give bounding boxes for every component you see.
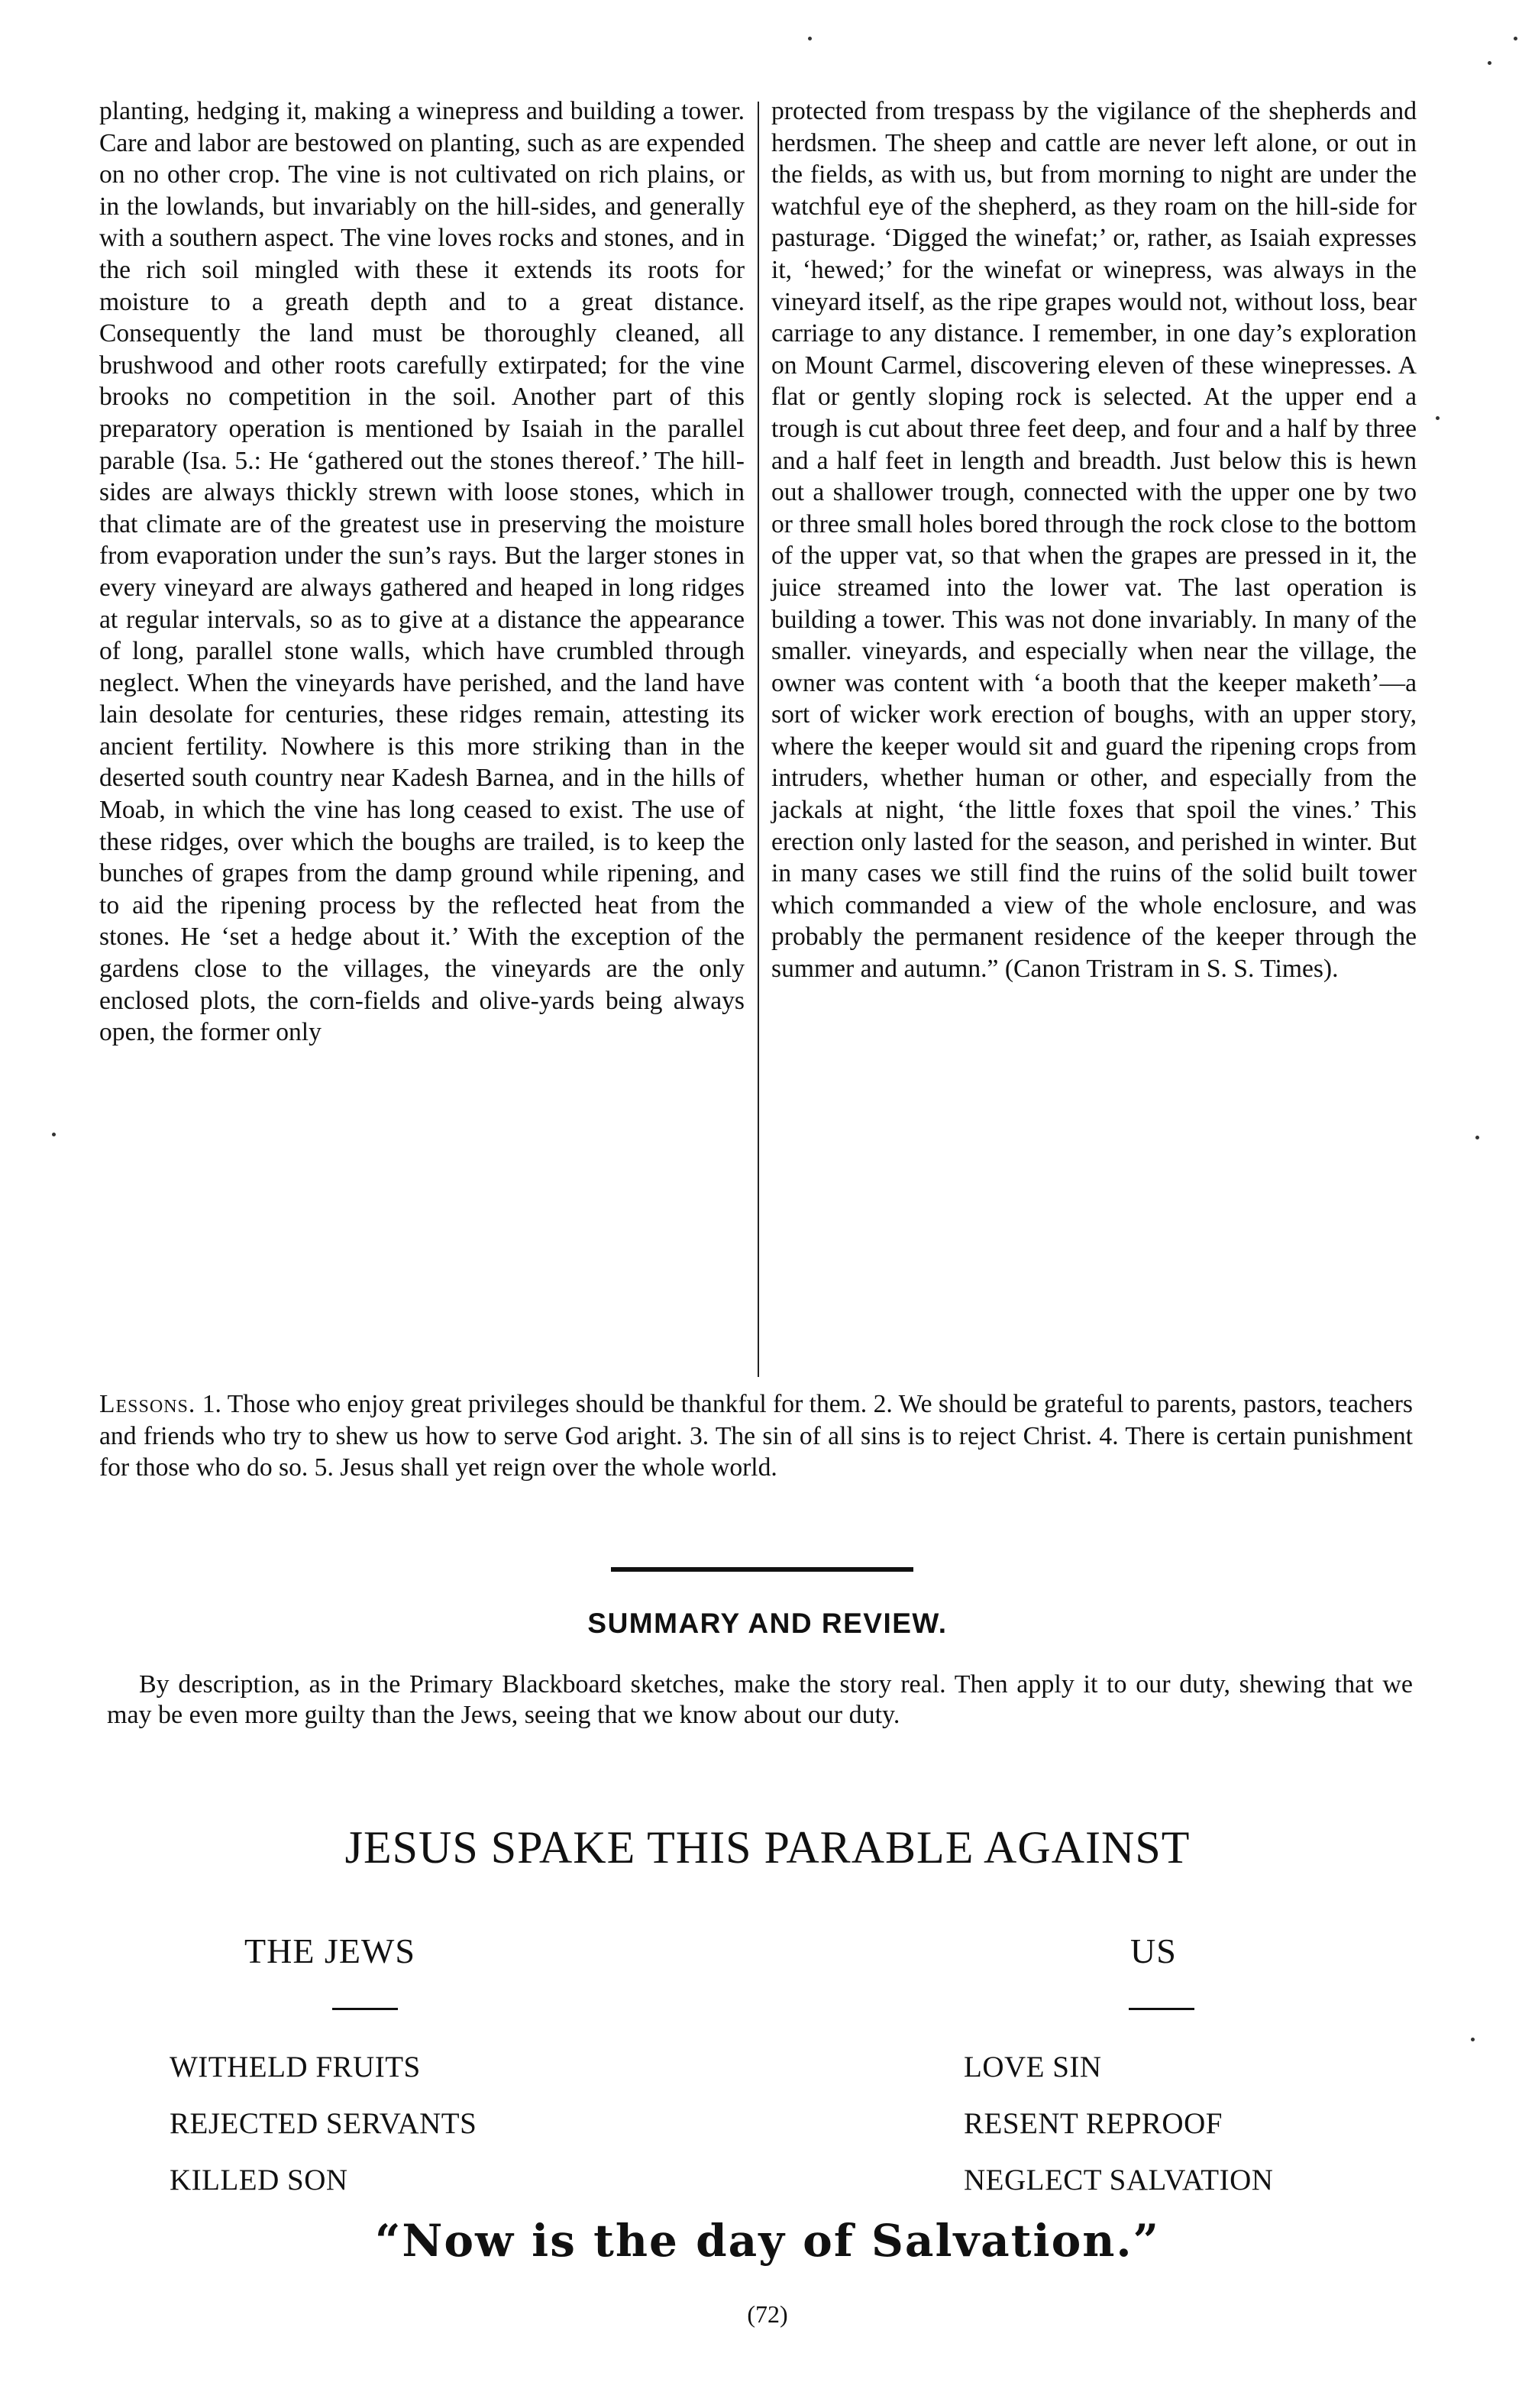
blackboard-left-column: [168, 1931, 626, 1971]
lessons-text: 1. Those who enjoy great privileges should be thankful for them. 2. We should be grateful to parents, pastors, teachers and friends who try to shew us how to serve God aright. 3. The sin of all sins is to reject Christ. 4. There is certain punishment for those who do so. 5. Jesus shall yet reign over the whole world.: [99, 1390, 1413, 1482]
print-speck: [808, 37, 812, 40]
summary-heading: SUMMARY AND REVIEW.: [587, 1608, 948, 1639]
motto-quote: “Now is the day of Salvation.”: [375, 2215, 1160, 2267]
list-item: RESENT REPROOF: [964, 2107, 1223, 2140]
print-speck: [1436, 416, 1440, 420]
page-number: (72): [747, 2300, 788, 2328]
blackboard-right-rule: [1129, 2008, 1194, 2010]
list-item: LOVE SIN: [964, 2051, 1102, 2083]
blackboard-right-column: [958, 1931, 1417, 1971]
print-speck: [1471, 2038, 1475, 2041]
blackboard-right-heading: US: [1130, 1931, 1177, 1970]
column-divider-rule: [758, 102, 759, 1377]
blackboard-left-heading: THE JEWS: [244, 1931, 415, 1970]
list-item: NEGLECT SALVATION: [964, 2164, 1274, 2196]
summary-text: By description, as in the Primary Blackboard sketches, make the story real. Then apply it to our duty, shewing that we may be even more guilty than the Jews, seeing that we know about our duty.: [107, 1670, 1413, 1729]
print-speck: [1488, 61, 1491, 65]
blackboard-left-rule: [332, 2008, 398, 2010]
lessons-paragraph: [99, 1388, 1413, 1484]
two-column-text: [99, 95, 1417, 1386]
list-item: REJECTED SERVANTS: [170, 2107, 477, 2140]
right-column-text: protected from trespass by the vigilance of the shepherds and herdsmen. The sheep and cattle are never left alone, or out in the fields, as with us, but from morning to night are under the watchful eye of the shepherd, as they roam on the hill-side for pasturage. ‘Digged the winefat;’ or, rather, as Isaiah expresses it, ‘hewed;’ for the winefat or winepress, was always in the vineyard itself, as the ripe grapes would not, without loss, bear carriage to any distance. I remember, in one day’s exploration on Mount Carmel, discovering eleven of these winepresses. A flat or gently sloping rock is selected. At the upper end a trough is cut about three feet deep, and four and a half by three and a half feet in length and breadth. Just below this is hewn out a shallower trough, connected with the upper one by two or three small holes bored through the rock close to the bottom of the upper vat, so that when the grapes are pressed in it, the juice streamed into the lower vat. The last operation is building a tower. This was not done invariably. In many of the smaller. vineyards, and especially when near the village, the owner was content with ‘a booth that the keeper maketh’—a sort of wicker work erection of boughs, with an upper story, where the keeper would sit and guard the ripening crops from intruders, whether human or other, and especially from the jackals at night, ‘the little foxes that spoil the vines.’ This erection only lasted for the season, and perished in winter. But in many cases we still find the ruins of the solid built tower which commanded a view of the whole enclosure, and was probably the permanent residence of the keeper through the summer and autumn.” (Canon Tristram in S. S. Times).: [771, 97, 1417, 984]
blackboard-left-list: [170, 2039, 477, 2209]
blackboard-right-list: [964, 2039, 1273, 2209]
list-item: KILLED SON: [170, 2164, 348, 2196]
print-speck: [52, 1133, 56, 1136]
lessons-label: Lessons.: [99, 1390, 196, 1418]
section-divider: [611, 1567, 913, 1572]
list-item: WITHELD FRUITS: [170, 2051, 421, 2083]
print-speck: [1475, 1136, 1479, 1139]
blackboard-title: JESUS SPAKE THIS PARABLE AGAINST: [344, 1822, 1191, 1873]
print-speck: [1514, 37, 1517, 40]
left-column-text: planting, hedging it, making a winepress and building a tower. Care and labor are bestowed on planting, such as are expended on no other crop. The vine is not cultivated on rich plains, or in the lowlands, but invariably on the hill-sides, and generally with a southern aspect. The vine loves rocks and stones, and in the rich soil mingled with these it extends its roots for moisture to a greath depth and to a great distance. Consequently the land must be thoroughly cleaned, all brushwood and other roots carefully extirpated; for the vine brooks no competition in the soil. Another part of this preparatory operation is mentioned by Isaiah in the parallel parable (Isa. 5.: He ‘gathered out the stones thereof.’ The hill-sides are always thickly strewn with loose stones, which in that climate are of the greatest use in preserving the moisture from evaporation under the sun’s rays. But the larger stones in every vineyard are always gathered and heaped in long ridges at regular intervals, so as to give at a distance the appearance of long, parallel stone walls, which have crumbled through neglect. When the vineyards have perished, and the land have lain desolate for centuries, these ridges remain, attesting its ancient fertility. Nowhere is this more striking than in the deserted south country near Kadesh Barnea, and in the hills of Moab, in which the vine has long ceased to exist. The use of these ridges, over which the boughs are trailed, is to keep the bunches of grapes from the damp ground while ripening, and to aid the ripening process by the reflected heat from the stones. He ‘set a hedge about it.’ With the exception of the gardens close to the villages, the vineyards are the only enclosed plots, the corn-fields and olive-yards being always open, the former only: [99, 97, 745, 1047]
